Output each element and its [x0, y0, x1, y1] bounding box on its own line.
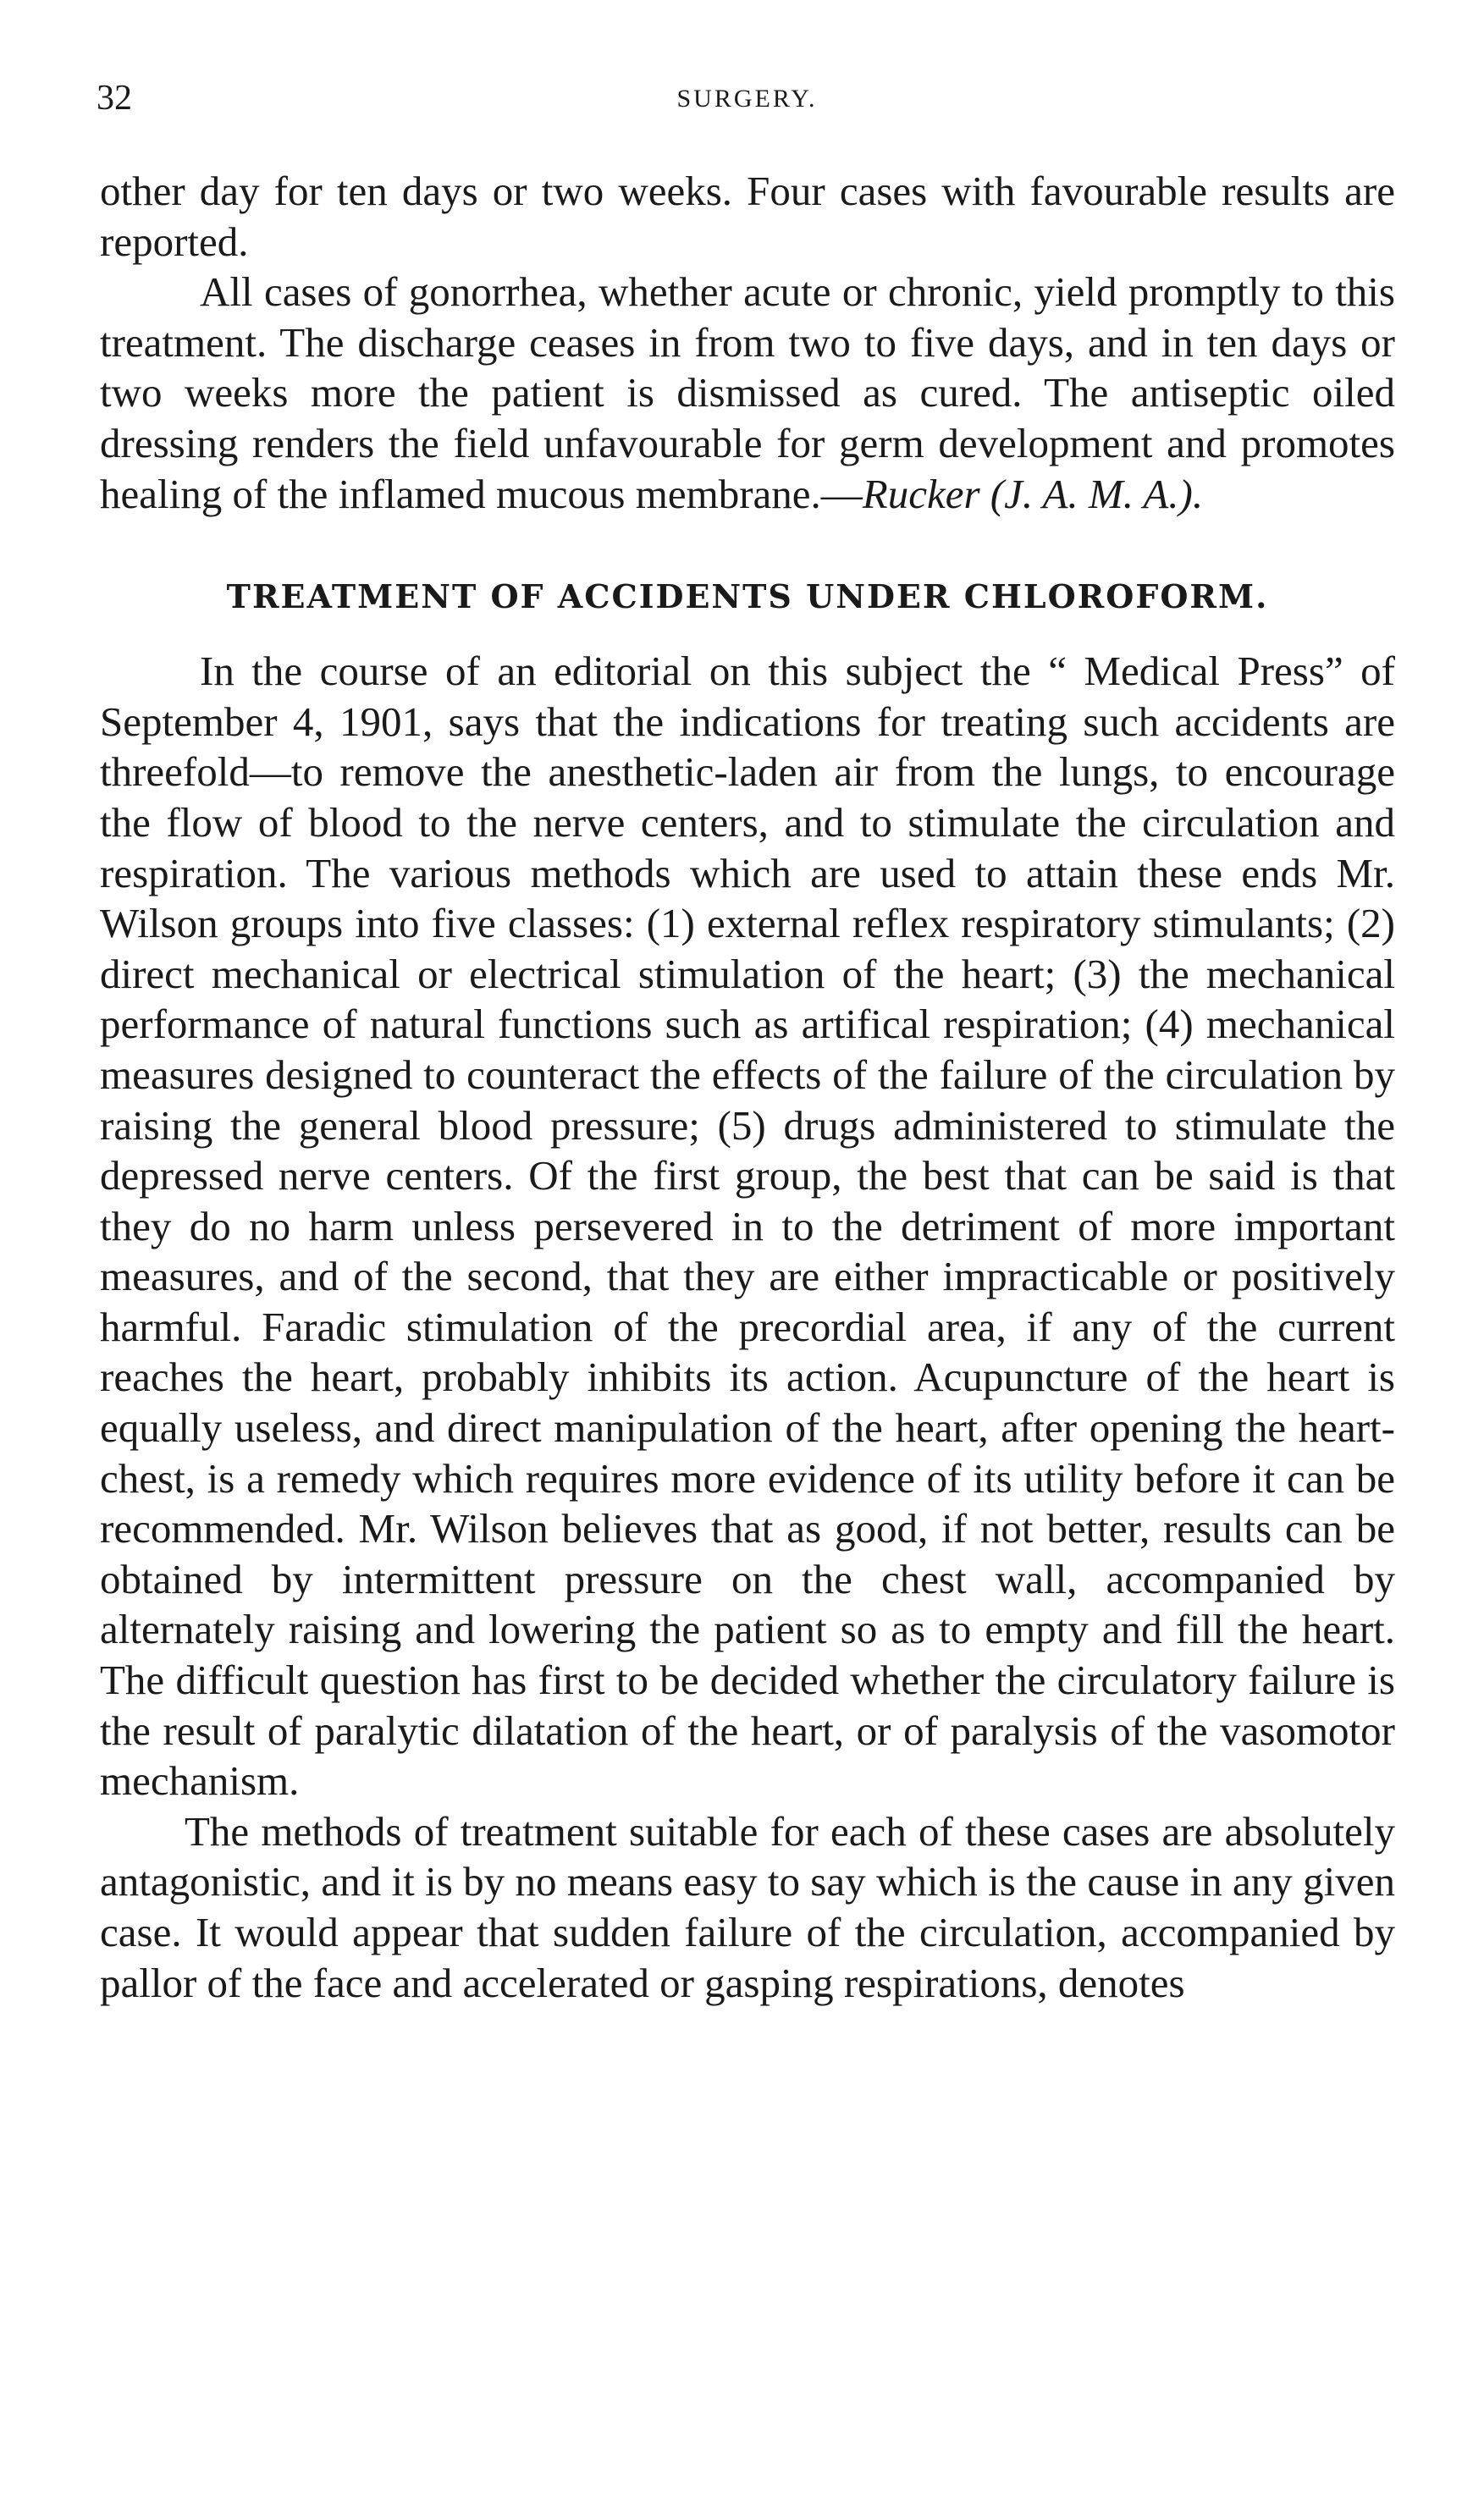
running-head	[93, 78, 1401, 129]
page-number: 32	[97, 79, 132, 118]
continued-paragraph: other day for ten days or two weeks. Four cases with favourable results are reported.	[100, 168, 1395, 265]
section-heading: TREATMENT OF ACCIDENTS UNDER CHLOROFORM.	[226, 577, 1269, 616]
gonorrhea-paragraph	[100, 267, 1395, 519]
page-body	[100, 166, 1395, 2008]
running-title: SURGERY.	[676, 85, 818, 113]
methods-paragraph: The methods of treatment suitable for each of these cases are absolutely antagonistic, and it is by no means easy to say which is the cause in any given case. It would appear that sudden failure of the circulation, accompanied by pallor of the face and accelerated or gasping respirations, denotes	[100, 1807, 1395, 2006]
citation: Rucker (J. A. M. A.).	[862, 470, 1204, 517]
editorial-paragraph: In the course of an editorial on this subject the “ Medical Press” of September 4, 1901, says that the indications for treating such accidents are threefold—to remove the anesthetic-laden air from the lungs, to encourage the flow of blood to the nerve centers, and to stimulate the circulation and respiration. The various methods which are used to attain these ends Mr. Wilson groups into five classes: (1) external reflex respiratory stimulants; (2) direct mechanical or electrical stimulation of the heart; (3) the mechanical performance of natural functions such as artifical respiration; (4) mechanical measures designed to counteract the effects of the failure of the circulation by raising the general blood pressure; (5) drugs administered to stimulate the depressed nerve centers. Of the first group, the best that can be said is that they do no harm unless persevered in to the detriment of more important measures, and of the second, that they are either impracticable or positively harmful. Faradic stimulation of the precordial area, if any of the current reaches the heart, probably inhibits its action. Acupuncture of the heart is equally useless, and direct manipulation of the heart, after opening the heart-chest, is a remedy which requires more evidence of its utility before it can be recommended. Mr. Wilson believes that as good, if not better, results can be obtained by intermittent pressure on the chest wall, accompanied by alternately raising and lowering the patient so as to empty and fill the heart. The difficult question has first to be decided whether the circulatory failure is the result of paralytic dilatation of the heart, or of paralysis of the vasomotor mechanism.	[100, 648, 1395, 1805]
gonorrhea-paragraph-text: All cases of gonorrhea, whether acute or chronic, yield promptly to this treatment. The discharge ceases in from two to five days, and in ten days or two weeks more the patient is dismissed as cured. The antiseptic oiled dressing renders the field unfavourable for germ development and promotes healing of the inflamed mucous membrane.—	[100, 268, 1395, 517]
